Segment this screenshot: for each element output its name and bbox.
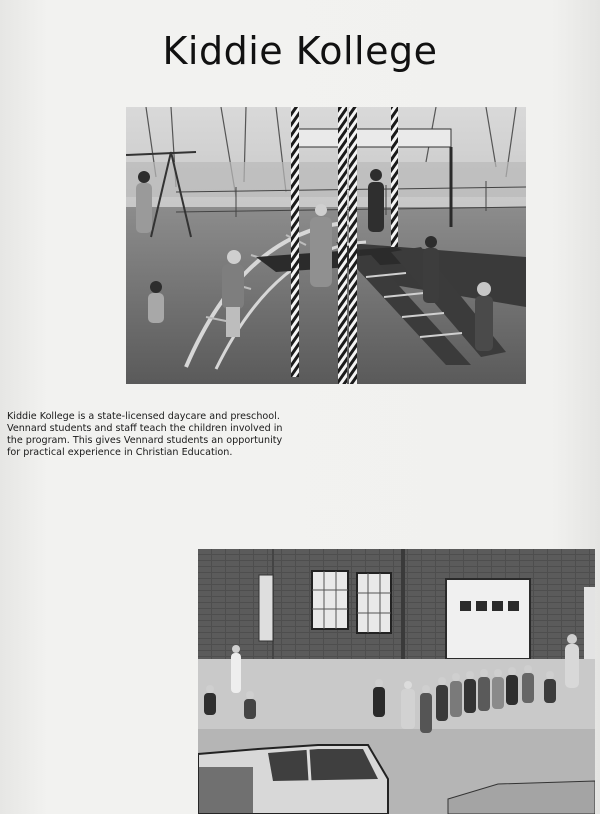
children-walking-photo [198, 549, 595, 814]
caption-line: Vennard students and staff teach the children involved in [7, 423, 283, 434]
page-title: Kiddie Kollege [162, 29, 438, 74]
caption-line: the program. This gives Vennard students an opportunity [7, 435, 283, 446]
caption-line: for practical experience in Christian Education. [7, 447, 233, 458]
playground-photo [126, 107, 526, 384]
caption [7, 411, 342, 459]
caption-line: Kiddie Kollege is a state-licensed daycare and preschool. [7, 411, 280, 422]
